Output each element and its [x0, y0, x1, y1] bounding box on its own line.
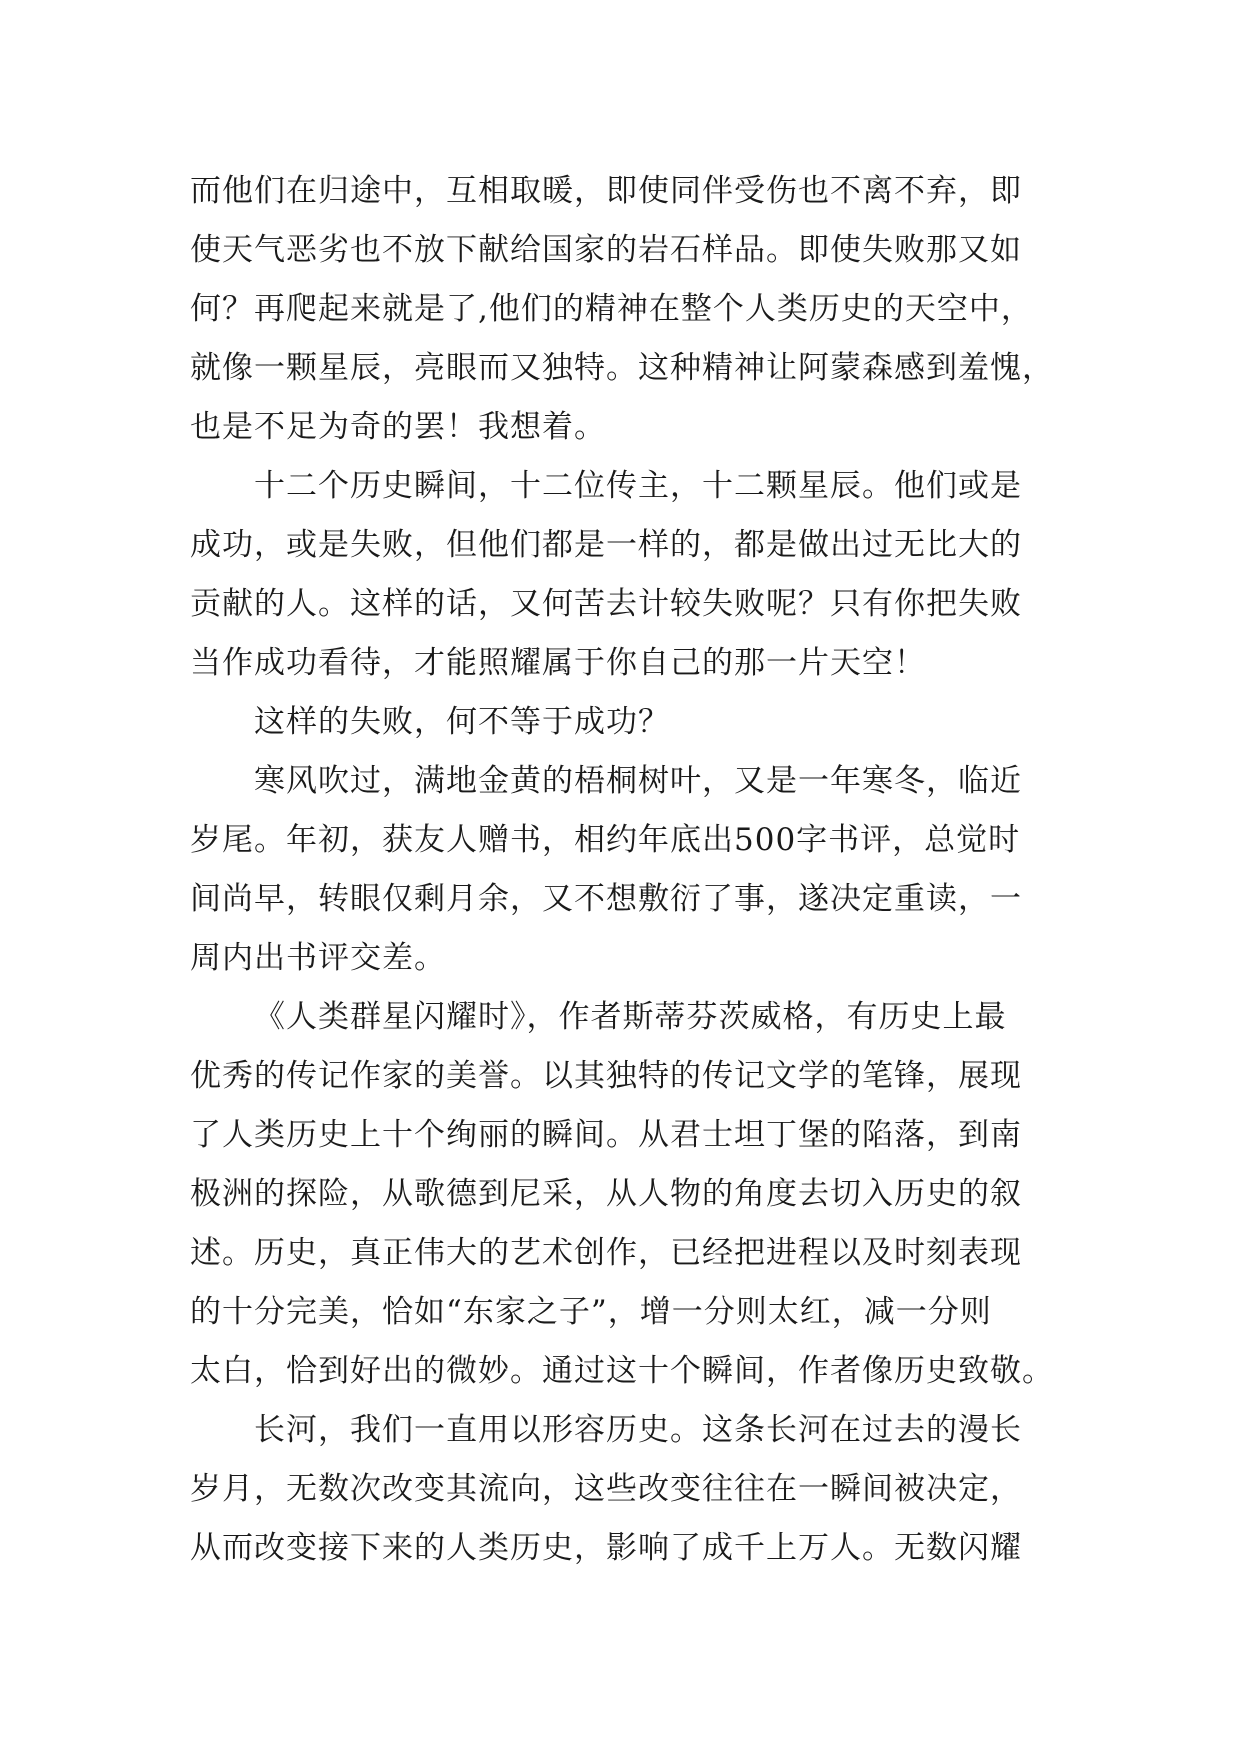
text-line: 成功，或是失败，但他们都是一样的，都是做出过无比大的 [190, 527, 1022, 563]
text-line: 也是不足为奇的罢！我想着。 [190, 409, 606, 445]
text-line: 使天气恶劣也不放下献给国家的岩石样品。即使失败那又如 [190, 232, 1022, 268]
text-line: 岁月，无数次改变其流向，这些改变往往在一瞬间被决定， [190, 1471, 1022, 1507]
text-line: 而他们在归途中，互相取暖，即使同伴受伤也不离不弃，即 [190, 173, 1022, 209]
text-line: 间尚早，转眼仅剩月余，又不想敷衍了事，遂决定重读，一 [190, 881, 1022, 917]
text-line: 太白，恰到好出的微妙。通过这十个瞬间，作者像历史致敬。 [190, 1353, 1054, 1389]
paragraph-first-line: 《人类群星闪耀时》，作者斯蒂芬茨威格，有历史上最 [254, 999, 1007, 1035]
text-line: 了人类历史上十个绚丽的瞬间。从君士坦丁堡的陷落，到南 [190, 1117, 1022, 1153]
text-line: 就像一颗星辰，亮眼而又独特。这种精神让阿蒙森感到羞愧， [190, 350, 1054, 386]
text-line: 贡献的人。这样的话，又何苦去计较失败呢？只有你把失败 [190, 586, 1022, 622]
paragraph-first-line: 这样的失败，何不等于成功？ [254, 704, 670, 740]
paragraph-first-line: 十二个历史瞬间，十二位传主，十二颗星辰。他们或是 [254, 468, 1022, 504]
body-text [190, 162, 1090, 1578]
text-line: 何？再爬起来就是了,他们的精神在整个人类历史的天空中， [190, 291, 1033, 327]
paragraph-first-line: 寒风吹过，满地金黄的梧桐树叶，又是一年寒冬，临近 [254, 763, 1022, 799]
text-line: 从而改变接下来的人类历史，影响了成千上万人。无数闪耀 [190, 1530, 1022, 1566]
text-line: 当作成功看待，才能照耀属于你自己的那一片天空！ [190, 645, 926, 681]
paragraph-first-line: 长河，我们一直用以形容历史。这条长河在过去的漫长 [254, 1412, 1022, 1448]
text-line: 的十分完美，恰如“东家之子”，增一分则太红，减一分则 [190, 1294, 992, 1330]
text-line: 极洲的探险，从歌德到尼采，从人物的角度去切入历史的叙 [190, 1176, 1022, 1212]
text-line: 优秀的传记作家的美誉。以其独特的传记文学的笔锋，展现 [190, 1058, 1022, 1094]
text-line: 述。历史，真正伟大的艺术创作，已经把进程以及时刻表现 [190, 1235, 1022, 1271]
text-line: 岁尾。年初，获友人赠书，相约年底出500字书评，总觉时 [190, 822, 1021, 858]
text-line: 周内出书评交差。 [190, 940, 446, 976]
